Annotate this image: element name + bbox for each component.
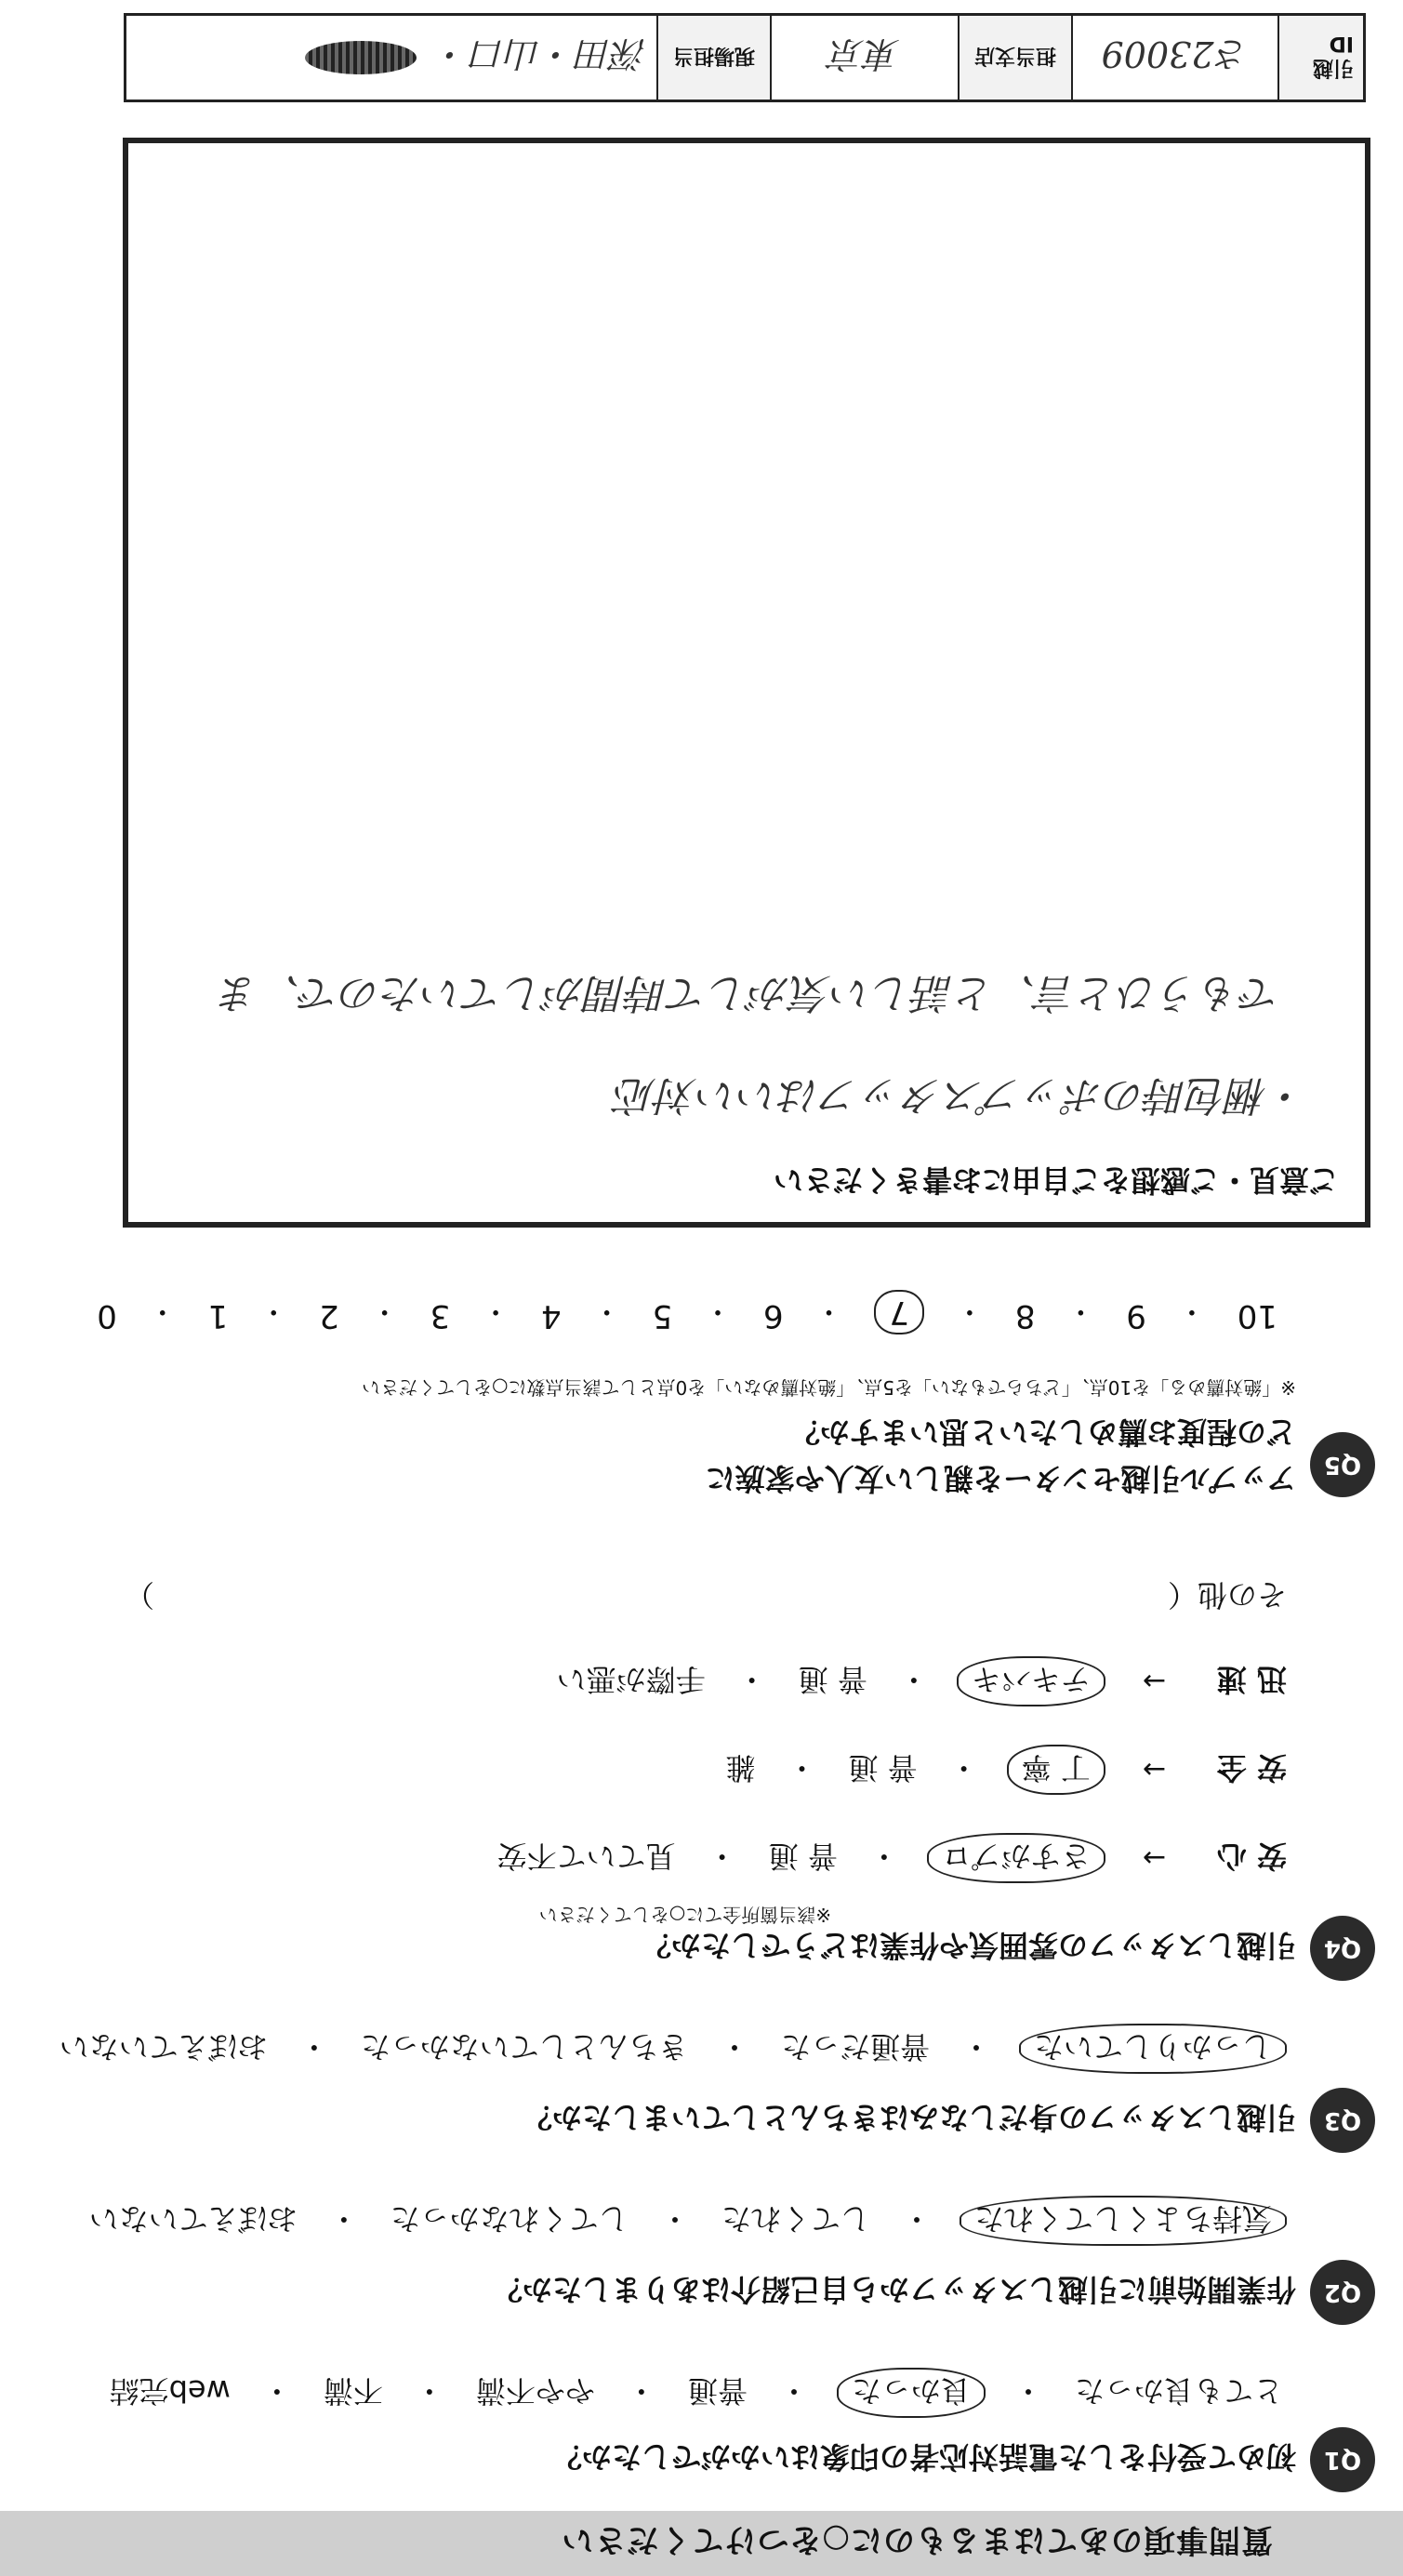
q1-options: とても良かった ・ 良かった ・ 普通 ・ やや不満 ・ 不満 ・ web完結 xyxy=(106,2368,1287,2418)
q4-option-selected[interactable]: さすがプロ xyxy=(927,1833,1105,1883)
scale-value[interactable]: 8 xyxy=(1014,1297,1036,1334)
q5-note: ※「絶対薦める」を10点、「どちらでもない」を5点、「絶対薦めない」を0点として該当点数に○をしてください xyxy=(362,1376,1296,1399)
q4-other-row xyxy=(125,1575,1287,1618)
scale-value-selected[interactable]: 7 xyxy=(874,1290,924,1334)
q4-badge: Q4 xyxy=(1310,1916,1375,1981)
q3-option-selected[interactable]: しっかりしていた xyxy=(1019,2024,1287,2074)
scale-value[interactable]: 0 xyxy=(97,1297,117,1334)
q4-option[interactable]: 手際が悪い xyxy=(556,1662,706,1697)
redacted-scribble xyxy=(305,41,417,74)
q2-option[interactable]: おぼえていない xyxy=(88,2201,298,2237)
q4-option[interactable]: 雑 xyxy=(725,1750,756,1786)
q4-row-label: 安 心 xyxy=(1216,1839,1287,1874)
q4-other-label: その他（ xyxy=(1167,1577,1287,1613)
q4-row-label: 迅 速 xyxy=(1216,1662,1287,1697)
q5-scale: 10 ・ 9 ・ 8 ・ 7 ・ 6 ・ 5 ・ 4 ・ 3 ・ 2 ・ 1 ・ 0 xyxy=(97,1290,1277,1334)
site-staff-value-cell xyxy=(126,16,656,100)
q1-badge: Q1 xyxy=(1310,2427,1375,2492)
q4-row-anshin: 安 心 → さすがプロ ・ 普 通 ・ 見ていて不安 xyxy=(494,1833,1287,1883)
q4-row-anzen: 安 全 → 丁 寧 ・ 普 通 ・ 雑 xyxy=(721,1745,1287,1795)
comment-handwriting-line1: ・梱包時のポップスタッフはいい対応 xyxy=(615,1071,1309,1119)
q1-option[interactable]: とても良かった xyxy=(1074,2373,1283,2409)
q2-option-selected[interactable]: 気持ちよくしてくれた xyxy=(960,2196,1287,2246)
scale-value[interactable]: 6 xyxy=(762,1297,784,1334)
q4-option[interactable]: 見ていて不安 xyxy=(496,1839,676,1874)
q2-option[interactable]: してくれた xyxy=(721,2201,870,2237)
q1-option[interactable]: やや不満 xyxy=(475,2373,595,2409)
scale-value[interactable]: 9 xyxy=(1126,1297,1146,1334)
arrow-right-icon: → xyxy=(1142,1841,1166,1875)
q4-option-selected[interactable]: テキパキ xyxy=(957,1656,1105,1706)
q4-option-selected[interactable]: 丁 寧 xyxy=(1007,1745,1105,1795)
instruction-text: 質問事項のあてはまるものに○をつけてください xyxy=(561,2521,1273,2559)
q4-question: 引越しスタッフの雰囲気や作業はどうでしたか？ xyxy=(641,1928,1296,1963)
q2-badge: Q2 xyxy=(1310,2260,1375,2325)
branch-value: 東京 xyxy=(770,16,958,100)
q5-question-line2: どの程度お薦めしたいと思いますか？ xyxy=(789,1414,1296,1450)
q1-option-selected[interactable]: 良かった xyxy=(837,2368,986,2418)
q3-option[interactable]: きちんとしていなかった xyxy=(360,2029,688,2065)
branch-label: 担当支店 xyxy=(958,16,1071,100)
q1-option[interactable]: 普通 xyxy=(687,2373,748,2409)
move-id-label: 引越ID xyxy=(1277,16,1363,100)
scale-value[interactable]: 1 xyxy=(207,1297,229,1334)
scale-value[interactable]: 4 xyxy=(541,1297,562,1334)
comment-handwriting-line2: でもうひと言、と話しい気がして時間がしていたので、ま xyxy=(218,969,1281,1016)
q4-row-jinsoku: 迅 速 → テキパキ ・ 普 通 ・ 手際が悪い xyxy=(553,1656,1287,1706)
q4-option[interactable]: 普 通 xyxy=(848,1750,918,1786)
move-id-value: さ23009 xyxy=(1071,16,1277,100)
q5-question-line1: アップル引越センターを親しい友人や家族に xyxy=(705,1461,1296,1496)
q4-option[interactable]: 普 通 xyxy=(798,1662,867,1697)
q1-question: 初めて受付をした電話対応者の印象はいかがでしたか？ xyxy=(551,2439,1296,2475)
q2-option[interactable]: してくれなかった xyxy=(390,2201,629,2237)
staff-info-table xyxy=(124,13,1366,102)
scale-value[interactable]: 10 xyxy=(1237,1297,1277,1334)
instruction-band xyxy=(0,2511,1403,2576)
q1-option[interactable]: web完結 xyxy=(109,2373,231,2409)
scale-value[interactable]: 3 xyxy=(430,1297,451,1334)
q4-other-close: ） xyxy=(125,1577,155,1613)
arrow-right-icon: → xyxy=(1142,1665,1166,1698)
site-staff-label: 現場担当 xyxy=(656,16,770,100)
q1-option[interactable]: 不満 xyxy=(323,2373,383,2409)
q2-options: 気持ちよくしてくれた ・ してくれた ・ してくれなかった ・ おぼえていない xyxy=(86,2196,1287,2246)
q3-question: 引越しスタッフの身だしなみはきちんとしていましたか？ xyxy=(522,2100,1296,2135)
q3-badge: Q3 xyxy=(1310,2088,1375,2153)
q4-row-label: 安 全 xyxy=(1216,1750,1287,1786)
q3-options: しっかりしていた ・ 普通だった ・ きちんとしていなかった ・ おぼえていない xyxy=(56,2024,1287,2074)
comment-title: ご意見・ご感想をご自由にお書きください xyxy=(773,1162,1339,1198)
q4-option[interactable]: 普 通 xyxy=(768,1839,838,1874)
q5-badge: Q5 xyxy=(1310,1432,1375,1497)
q2-question: 作業開始前に引越しスタッフから自己紹介はありましたか？ xyxy=(492,2272,1296,2307)
arrow-right-icon: → xyxy=(1142,1753,1166,1786)
site-staff-value: 深田・山口・ xyxy=(434,33,647,75)
q3-option[interactable]: おぼえていない xyxy=(59,2029,268,2065)
comment-box[interactable] xyxy=(123,138,1370,1228)
scale-value[interactable]: 5 xyxy=(652,1297,673,1334)
scale-value[interactable]: 2 xyxy=(319,1297,339,1334)
q3-option[interactable]: 普通だった xyxy=(780,2029,930,2065)
q4-note: ※該当箇所全てに○をしてください xyxy=(538,1904,831,1926)
